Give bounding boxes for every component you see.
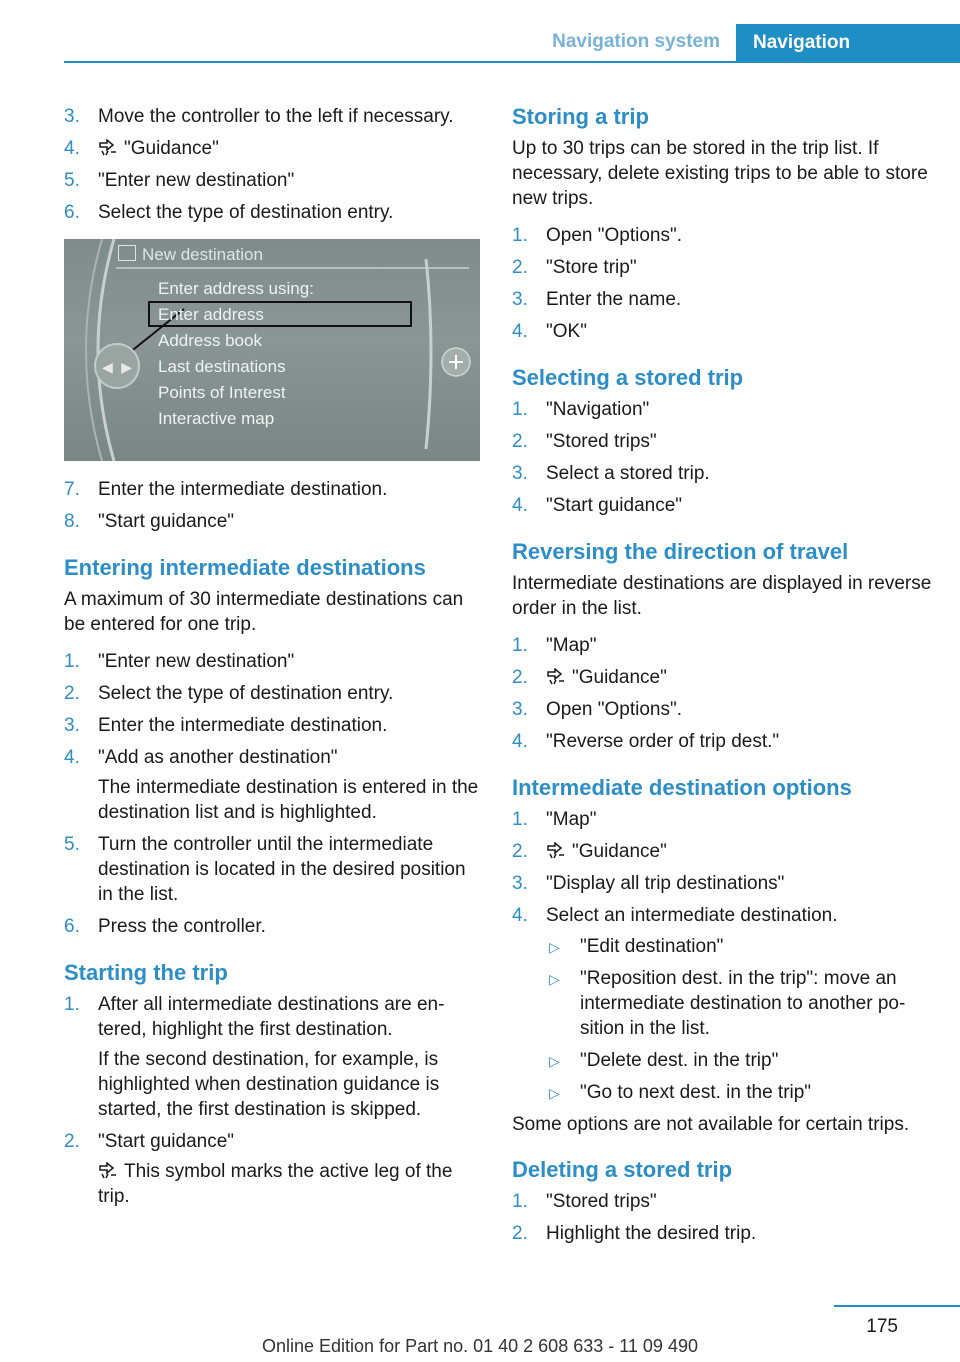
list-item [512, 807, 932, 832]
edition-footer: Online Edition for Part no. 01 40 2 608 633 - 11 09 490 [262, 1336, 698, 1356]
step-text: "Store trip" [546, 257, 637, 278]
paragraph: Some options are not available for certain trips. [512, 1114, 910, 1135]
step-text: Enter the name. [546, 289, 682, 310]
step-text: "Map" [546, 809, 597, 830]
option-list [546, 934, 932, 1105]
step-text: "Display all trip destinations" [546, 873, 785, 894]
step-number: 7. [64, 479, 80, 500]
header-chapter-tab: Navigation [736, 24, 960, 62]
list-item [64, 168, 480, 193]
triangle-bullet-icon: ▷ [549, 939, 560, 955]
triangle-bullet-icon: ▷ [549, 971, 560, 987]
step-number: 1. [512, 1191, 528, 1212]
list-item [64, 832, 480, 907]
screen-menu-item: Points of Interest [158, 383, 286, 402]
list-item [64, 136, 480, 161]
option-text: "Edit destination" [580, 936, 724, 957]
step-number: 3. [64, 106, 80, 127]
step-text: "Enter new destination" [98, 170, 295, 191]
screen-menu-item: Last destinations [158, 357, 286, 376]
step-number: 1. [512, 225, 528, 246]
list-item [512, 319, 932, 344]
list-item [512, 397, 932, 422]
step-number: 8. [64, 511, 80, 532]
step-note-text: This symbol marks the active leg of the trip. [98, 1161, 453, 1207]
list-item [512, 665, 932, 690]
list-item [512, 1221, 932, 1246]
step-number: 1. [64, 651, 80, 672]
left-column [64, 104, 480, 1216]
step-number: 2. [512, 1223, 528, 1244]
list-item [512, 223, 932, 248]
screen-menu-item: Enter address [158, 305, 264, 324]
step-number: 3. [512, 699, 528, 720]
list-item [512, 903, 932, 1105]
list-item [64, 1129, 480, 1209]
step-text: Select the type of destination entry. [98, 202, 394, 223]
list-item [512, 493, 932, 518]
screen-menu-icon [118, 245, 136, 261]
section-heading: Starting the trip [64, 960, 228, 985]
step-number: 3. [512, 289, 528, 310]
section-heading: Intermediate destination options [512, 775, 852, 800]
list-item [512, 461, 932, 486]
option-item [546, 1080, 932, 1105]
screen-menu-item: Address book [158, 331, 262, 350]
list-item [512, 697, 932, 722]
list-item [64, 745, 480, 825]
step-number: 3. [512, 463, 528, 484]
list-item [64, 992, 480, 1122]
step-number: 4. [64, 138, 80, 159]
step-number: 2. [64, 683, 80, 704]
option-item [546, 934, 932, 959]
triangle-bullet-icon: ▷ [549, 1085, 560, 1101]
step-text: "Guidance" [572, 667, 667, 688]
step-list [512, 223, 932, 344]
header-rule [64, 61, 960, 63]
step-text: "Enter new destination" [98, 651, 295, 672]
step-text: Move the controller to the left if necessary. [98, 106, 454, 127]
step-number: 1. [64, 994, 80, 1015]
step-text: "Stored trips" [546, 431, 657, 452]
step-text: "Navigation" [546, 399, 650, 420]
guidance-icon [98, 1162, 118, 1180]
guidance-icon [546, 842, 566, 860]
step-text: "Add as another destination" [98, 747, 338, 768]
paragraph: Up to 30 trips can be stored in the trip list. If necessary, delete existing trips to be able to store new trips. [512, 138, 928, 209]
page-number: 175 [866, 1316, 898, 1337]
step-text: "Stored trips" [546, 1191, 657, 1212]
step-list [512, 397, 932, 518]
option-text: "Delete dest. in the trip" [580, 1050, 779, 1071]
section-heading: Storing a trip [512, 104, 649, 129]
step-number: 4. [64, 747, 80, 768]
step-note [98, 775, 480, 825]
step-list [64, 649, 480, 939]
step-text: "OK" [546, 321, 587, 342]
step-list [512, 1189, 932, 1246]
step-number: 1. [512, 399, 528, 420]
list-item [512, 287, 932, 312]
step-number: 4. [512, 495, 528, 516]
list-item [512, 839, 932, 864]
step-number: 3. [512, 873, 528, 894]
step-text: "Start guidance" [98, 1131, 235, 1152]
screen-menu-item: Enter address using: [158, 279, 314, 298]
step-text: Select the type of destination entry. [98, 683, 394, 704]
step-text: After all intermediate destinations are entered, highlight the first destination. [98, 994, 445, 1040]
step-note-text: If the second destination, for example, is highlighted when destination guidance is started, the first destination is skipped. [98, 1049, 440, 1120]
option-text: "Reposition dest. in the trip": move an intermediate destination to another position in the list. [580, 968, 906, 1039]
list-item [512, 429, 932, 454]
step-note [98, 1159, 480, 1209]
screen-menu-item: Interactive map [158, 409, 275, 428]
option-item [546, 1048, 932, 1073]
guidance-icon [546, 668, 566, 686]
step-number: 4. [512, 731, 528, 752]
list-item [64, 681, 480, 706]
step-number: 1. [512, 635, 528, 656]
step-number: 6. [64, 916, 80, 937]
step-number: 2. [64, 1131, 80, 1152]
step-text: "Guidance" [124, 138, 219, 159]
step-text: Select an intermediate destination. [546, 905, 838, 926]
list-item [64, 104, 480, 129]
list-item [64, 477, 480, 502]
list-item [512, 729, 932, 754]
step-list [512, 807, 932, 1105]
section-heading: Entering intermediate destinations [64, 555, 426, 580]
guidance-icon [98, 139, 118, 157]
list-item [512, 255, 932, 280]
step-text: Select a stored trip. [546, 463, 710, 484]
paragraph: Intermediate destinations are displayed in reverse order in the list. [512, 573, 932, 619]
list-item [64, 649, 480, 674]
option-text: "Go to next dest. in the trip" [580, 1082, 812, 1103]
step-number: 2. [512, 257, 528, 278]
step-number: 3. [64, 715, 80, 736]
step-note [98, 1047, 480, 1122]
step-list [64, 992, 480, 1209]
step-text: Enter the intermediate destination. [98, 715, 388, 736]
step-number: 6. [64, 202, 80, 223]
step-text: "Guidance" [572, 841, 667, 862]
step-number: 4. [512, 321, 528, 342]
step-text: Enter the intermediate destination. [98, 479, 388, 500]
idrive-screen-image [64, 239, 480, 461]
list-item [64, 914, 480, 939]
step-text: "Start guidance" [546, 495, 683, 516]
step-list [64, 104, 480, 225]
section-heading: Selecting a stored trip [512, 365, 744, 390]
step-number: 1. [512, 809, 528, 830]
list-item [64, 509, 480, 534]
header-section-title: Navigation system [552, 31, 720, 52]
step-number: 4. [512, 905, 528, 926]
footer-rule [834, 1305, 960, 1307]
step-text: Highlight the desired trip. [546, 1223, 757, 1244]
step-list [64, 477, 480, 534]
section-heading: Deleting a stored trip [512, 1157, 733, 1182]
list-item [512, 633, 932, 658]
step-number: 5. [64, 170, 80, 191]
step-number: 2. [512, 431, 528, 452]
step-list [512, 633, 932, 754]
paragraph: A maximum of 30 intermediate destinations can be entered for one trip. [64, 589, 464, 635]
list-item [512, 871, 932, 896]
controller-icon: ◀ ▶ [94, 343, 140, 389]
step-text: "Reverse order of trip dest." [546, 731, 780, 752]
step-text: Turn the controller until the intermediate destination is located in the desired position in the list. [98, 834, 466, 905]
step-text: Open "Options". [546, 699, 683, 720]
list-item [512, 1189, 932, 1214]
option-item [546, 966, 932, 1041]
screen-title: New destination [142, 245, 263, 264]
list-item [64, 713, 480, 738]
step-number: 2. [512, 667, 528, 688]
step-note-text: The intermediate destination is entered in the destination list and is highlighted. [98, 777, 479, 823]
list-item [64, 200, 480, 225]
section-heading: Reversing the direction of travel [512, 539, 849, 564]
step-text: "Map" [546, 635, 597, 656]
step-text: Press the controller. [98, 916, 266, 937]
step-text: Open "Options". [546, 225, 683, 246]
step-number: 2. [512, 841, 528, 862]
step-text: "Start guidance" [98, 511, 235, 532]
right-column [512, 104, 932, 1253]
triangle-bullet-icon: ▷ [549, 1053, 560, 1069]
step-number: 5. [64, 834, 80, 855]
